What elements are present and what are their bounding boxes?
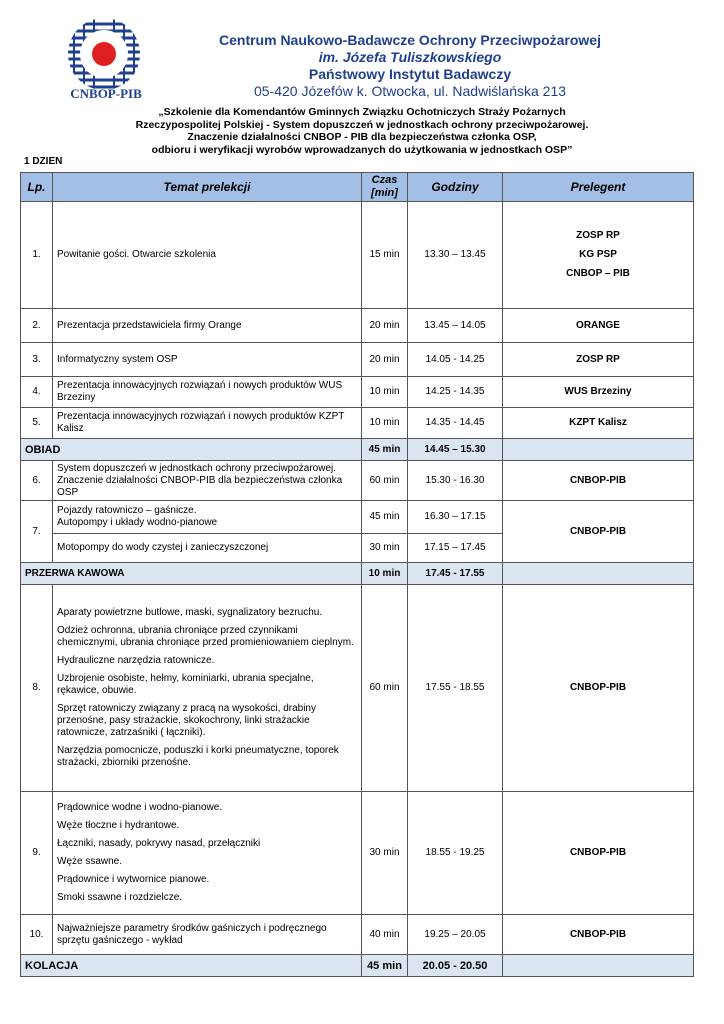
row-hours: 18.55 - 19.25 xyxy=(408,792,503,915)
row-topic: Prezentacja innowacyjnych rozwiązań i nowych produktów KZPT Kalisz xyxy=(53,408,362,439)
speaker: ZOSP RP xyxy=(576,230,620,241)
row-topic-list xyxy=(53,792,362,915)
row-time: 60 min xyxy=(362,585,408,792)
table-header-row xyxy=(21,173,694,202)
topic-item: Sprzęt ratowniczy związany z pracą na wysokości, drabiny przenośne, pasy strażackie, skokochrony, linki strażackie ratownicze, zatrzaśniki ( łączniki). xyxy=(57,703,316,738)
break-label: KOLACJA xyxy=(21,955,362,977)
row-time: 15 min xyxy=(362,202,408,309)
row-time: 30 min xyxy=(362,792,408,915)
break-row-dinner xyxy=(21,955,694,977)
topic-item: Prądownice wodne i wodno-pianowe. xyxy=(57,802,223,813)
break-label: PRZERWA KAWOWA xyxy=(21,563,362,585)
col-header-lp: Lp. xyxy=(21,173,53,202)
row-hours: 17.55 - 18.55 xyxy=(408,585,503,792)
row-topic-list xyxy=(53,585,362,792)
topic-item: Aparaty powietrzne butlowe, maski, sygnalizatory bezruchu. xyxy=(57,607,323,618)
row-topic: Najważniejsze parametry środków gaśniczych i podręcznego sprzętu gaśniczego - wykład xyxy=(53,915,362,955)
table-row xyxy=(21,585,694,792)
program-table xyxy=(20,172,694,977)
row-hours: 14.05 - 14.25 xyxy=(408,343,503,377)
row-time: 40 min xyxy=(362,915,408,955)
row-lp: 3. xyxy=(21,343,53,377)
table-row xyxy=(21,309,694,343)
break-hours: 20.05 - 20.50 xyxy=(408,955,503,977)
topic-item: Węże ssawne. xyxy=(57,856,123,867)
break-time: 45 min xyxy=(362,439,408,461)
row-time: 10 min xyxy=(362,408,408,439)
topic-item: Łączniki, nasady, pokrywy nasad, przełączniki xyxy=(57,838,261,849)
institution-patron: im. Józefa Tuliszkowskiego xyxy=(318,49,502,65)
row-topic-line: Autopompy i układy wodno-pianowe xyxy=(57,517,218,528)
row-speaker: CNBOP-PIB xyxy=(503,501,694,563)
break-time: 45 min xyxy=(362,955,408,977)
row-lp: 1. xyxy=(21,202,53,309)
row-topic: Prezentacja przedstawiciela firmy Orange xyxy=(53,309,362,343)
row-speaker: CNBOP-PIB xyxy=(503,461,694,501)
col-header-time: Czas [min] xyxy=(362,173,408,202)
row-time: 45 min xyxy=(362,501,408,534)
topic-item: Uzbrojenie osobiste, hełmy, kominiarki, ubrania specjalne, rękawice, obuwie. xyxy=(57,673,314,696)
break-hours: 17.45 - 17.55 xyxy=(408,563,503,585)
row-lp: 9. xyxy=(21,792,53,915)
topic-item: Odzież ochronna, ubrania chroniące przed czynnikami chemicznymi, ubrania chroniące przed promieniowaniem cieplnym. xyxy=(57,625,354,648)
col-header-hours: Godziny xyxy=(408,173,503,202)
training-title-line: odbioru i weryfikacji wyrobów wprowadzanych do użytkowania w jednostkach OSP” xyxy=(151,143,573,156)
row-time: 20 min xyxy=(362,309,408,343)
row-speaker: WUS Brzeziny xyxy=(503,377,694,408)
row-speaker: ZOSP RP xyxy=(503,343,694,377)
row-time: 10 min xyxy=(362,377,408,408)
row-topic: Prezentacja innowacyjnych rozwiązań i nowych produktów WUS Brzeziny xyxy=(53,377,362,408)
topic-item: Smoki ssawne i rozdzielcze. xyxy=(57,892,183,903)
row-topic: Powitanie gości. Otwarcie szkolenia xyxy=(53,202,362,309)
break-label: OBIAD xyxy=(21,439,362,461)
row-lp: 4. xyxy=(21,377,53,408)
row-topic-line: Pojazdy ratowniczo – gaśnicze. xyxy=(57,505,197,516)
row-speaker: ORANGE xyxy=(503,309,694,343)
row-speaker: CNBOP-PIB xyxy=(503,585,694,792)
row-speaker: KZPT Kalisz xyxy=(503,408,694,439)
training-title xyxy=(20,106,704,156)
institution-address: 05-420 Józefów k. Otwocka, ul. Nadwiślańska 213 xyxy=(253,83,567,99)
col-header-topic: Temat prelekcji xyxy=(53,173,362,202)
row-topic: System dopuszczeń w jednostkach ochrony przeciwpożarowej. Znaczenie działalności CNBOP-PIB dla bezpieczeństwa członka OSP xyxy=(53,461,362,501)
row-lp: 6. xyxy=(21,461,53,501)
row-speaker: CNBOP-PIB xyxy=(503,915,694,955)
training-title-line: Rzeczypospolitej Polskiej - System dopuszczeń w jednostkach ochrony przeciwpożarowej. xyxy=(135,118,589,131)
topic-item: Węże tłoczne i hydrantowe. xyxy=(57,820,180,831)
row-time: 30 min xyxy=(362,534,408,563)
row-hours: 19.25 – 20.05 xyxy=(408,915,503,955)
logo-text: CNBOP-PIB xyxy=(70,86,142,101)
row-lp: 5. xyxy=(21,408,53,439)
table-row xyxy=(21,792,694,915)
table-row xyxy=(21,202,694,309)
topic-item: Prądownice i wytwornice pianowe. xyxy=(57,874,210,885)
institution-type: Państwowy Instytut Badawczy xyxy=(308,66,512,82)
table-row xyxy=(21,461,694,501)
row-topic xyxy=(53,501,362,534)
row-time: 20 min xyxy=(362,343,408,377)
topic-item: Narzędzia pomocnicze, poduszki i korki pneumatyczne, toporek strażacki, zbiorniki przenośne. xyxy=(57,745,339,768)
col-header-speaker: Prelegent xyxy=(503,173,694,202)
break-row-coffee xyxy=(21,563,694,585)
table-row xyxy=(21,343,694,377)
break-row-lunch xyxy=(21,439,694,461)
training-title-line: „Szkolenie dla Komendantów Gminnych Związku Ochotniczych Straży Pożarnych xyxy=(158,106,566,118)
table-row xyxy=(21,501,694,534)
row-hours: 13.45 – 14.05 xyxy=(408,309,503,343)
table-row xyxy=(21,915,694,955)
table-row xyxy=(21,408,694,439)
institution-name: Centrum Naukowo-Badawcze Ochrony Przeciwpożarowej xyxy=(219,32,601,48)
row-speakers xyxy=(503,202,694,309)
row-lp: 2. xyxy=(21,309,53,343)
row-lp: 10. xyxy=(21,915,53,955)
day-label: 1 DZIEN xyxy=(24,156,63,167)
row-lp: 7. xyxy=(21,501,53,563)
row-hours: 14.25 - 14.35 xyxy=(408,377,503,408)
row-hours: 15.30 - 16.30 xyxy=(408,461,503,501)
row-hours: 16.30 – 17.15 xyxy=(408,501,503,534)
training-title-line: Znaczenie działalności CNBOP - PIB dla bezpieczeństwa członka OSP, xyxy=(187,131,537,143)
break-time: 10 min xyxy=(362,563,408,585)
row-hours: 13.30 – 13.45 xyxy=(408,202,503,309)
row-speaker: CNBOP-PIB xyxy=(503,792,694,915)
row-hours: 14.35 - 14.45 xyxy=(408,408,503,439)
row-topic: Motopompy do wody czystej i zanieczyszczonej xyxy=(53,534,362,563)
row-topic: Informatyczny system OSP xyxy=(53,343,362,377)
table-row xyxy=(21,377,694,408)
speaker: KG PSP xyxy=(579,249,617,260)
speaker: CNBOP – PIB xyxy=(566,268,630,279)
break-hours: 14.45 – 15.30 xyxy=(408,439,503,461)
row-time: 60 min xyxy=(362,461,408,501)
topic-item: Hydrauliczne narzędzia ratownicze. xyxy=(57,655,215,666)
row-lp: 8. xyxy=(21,585,53,792)
row-hours: 17.15 – 17.45 xyxy=(408,534,503,563)
institution-header xyxy=(160,32,660,100)
